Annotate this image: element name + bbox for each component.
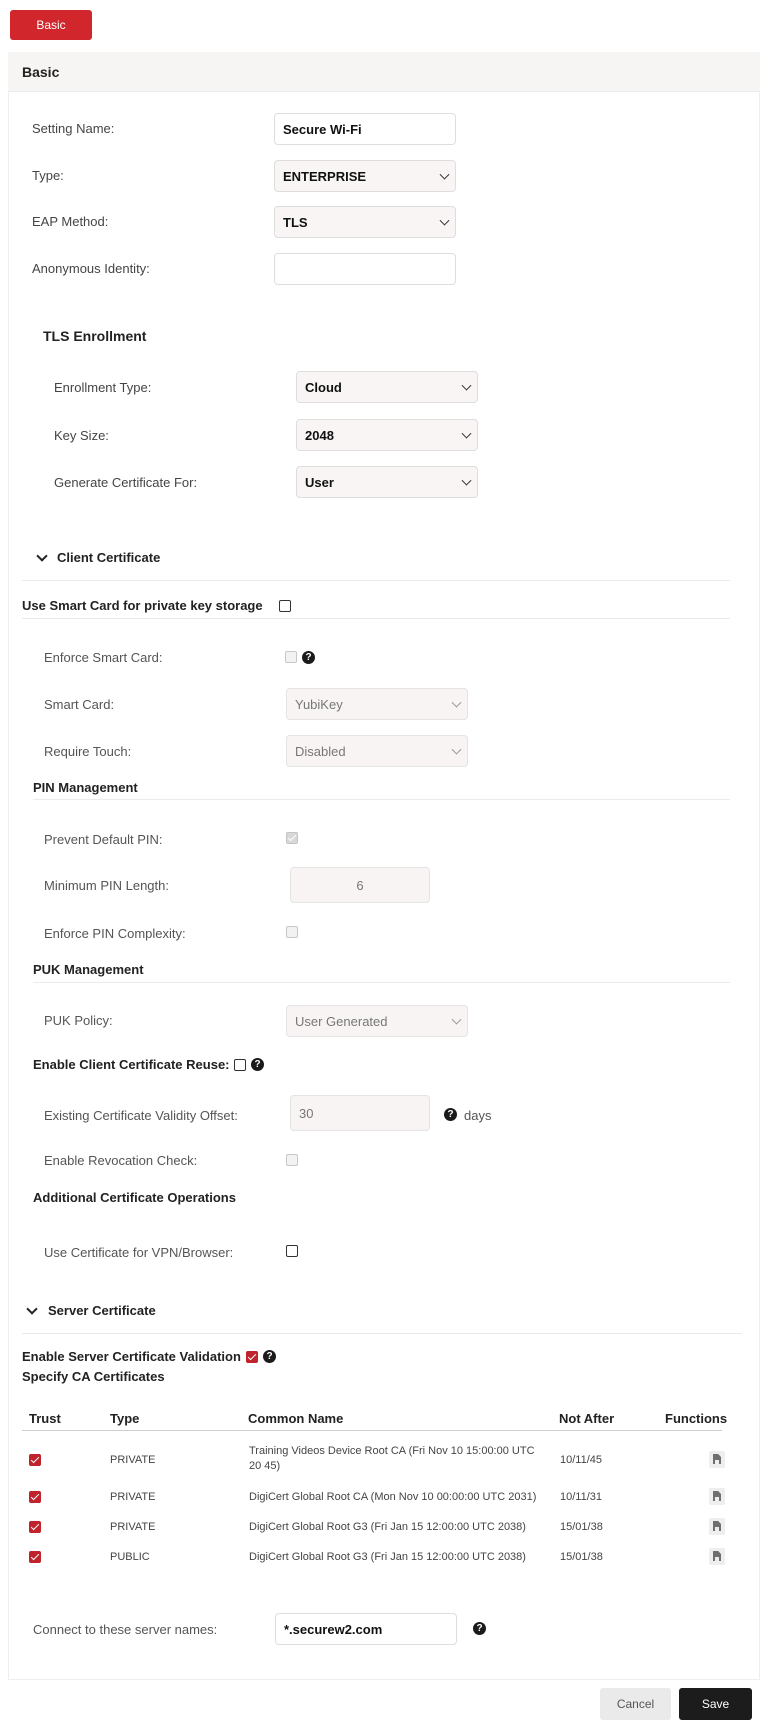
row-not-after: 10/11/31	[560, 1491, 603, 1503]
server-certificate-heading[interactable]: Server Certificate	[48, 1303, 156, 1318]
trust-checkbox[interactable]	[29, 1454, 41, 1466]
type-label: Type:	[32, 168, 64, 183]
tab-basic[interactable]: Basic	[10, 10, 92, 40]
divider	[22, 580, 730, 581]
client-certificate-heading[interactable]: Client Certificate	[57, 550, 161, 565]
save-button[interactable]: Save	[679, 1688, 752, 1720]
anonymous-identity-input[interactable]	[274, 253, 456, 285]
vpn-browser-checkbox[interactable]	[286, 1245, 298, 1257]
additional-ops-heading: Additional Certificate Operations	[33, 1190, 236, 1205]
enforce-smart-card-label: Enforce Smart Card:	[44, 650, 163, 665]
server-names-input[interactable]: *.securew2.com	[275, 1613, 457, 1645]
prevent-default-pin-label: Prevent Default PIN:	[44, 832, 163, 847]
type-select[interactable]: ENTERPRISE	[274, 160, 456, 192]
vpn-browser-label: Use Certificate for VPN/Browser:	[44, 1245, 234, 1260]
trust-checkbox[interactable]	[29, 1491, 41, 1503]
eap-method-select[interactable]: TLS	[274, 206, 456, 238]
generate-for-select[interactable]: User	[296, 466, 478, 498]
row-common-name: Training Videos Device Root CA (Fri Nov 10 15:00:00 UTC 20 45)	[249, 1445, 535, 1472]
smart-card-storage-checkbox[interactable]	[279, 600, 291, 612]
require-touch-label: Require Touch:	[44, 744, 132, 759]
prevent-default-pin-checkbox[interactable]	[286, 832, 298, 844]
server-validation-checkbox[interactable]	[246, 1351, 258, 1363]
setting-name-input[interactable]: Secure Wi-Fi	[274, 113, 456, 145]
enforce-pin-complexity-checkbox[interactable]	[286, 926, 298, 938]
server-validation-label: Enable Server Certificate Validation	[22, 1349, 241, 1364]
chevron-down-icon	[462, 429, 472, 439]
enrollment-type-select[interactable]: Cloud	[296, 371, 478, 403]
chevron-down-icon	[440, 170, 450, 180]
chevron-down-icon	[462, 381, 472, 391]
setting-name-label: Setting Name:	[32, 121, 115, 136]
enforce-pin-complexity-label: Enforce PIN Complexity:	[44, 926, 186, 941]
row-type: PUBLIC	[110, 1551, 150, 1563]
validity-offset-label: Existing Certificate Validity Offset:	[44, 1108, 238, 1123]
row-not-after: 15/01/38	[560, 1551, 603, 1563]
divider	[33, 799, 730, 800]
puk-policy-label: PUK Policy:	[44, 1013, 113, 1028]
divider	[22, 618, 730, 619]
trust-checkbox[interactable]	[29, 1521, 41, 1533]
document-icon[interactable]	[709, 1518, 725, 1535]
revocation-check-checkbox[interactable]	[286, 1154, 298, 1166]
anonymous-identity-label: Anonymous Identity:	[32, 261, 150, 276]
eap-method-label: EAP Method:	[32, 214, 109, 229]
enforce-smart-card-checkbox[interactable]	[285, 651, 297, 663]
require-touch-select[interactable]: Disabled	[286, 735, 468, 767]
table-header-divider	[22, 1430, 722, 1431]
document-icon[interactable]	[709, 1548, 725, 1565]
row-not-after: 15/01/38	[560, 1521, 603, 1533]
help-icon[interactable]: ?	[473, 1622, 486, 1635]
chevron-down-icon	[452, 1015, 462, 1025]
server-names-label: Connect to these server names:	[33, 1622, 218, 1637]
smart-card-storage-label: Use Smart Card for private key storage	[22, 598, 263, 613]
cert-reuse-checkbox[interactable]	[234, 1059, 246, 1071]
chevron-down-icon	[452, 698, 462, 708]
pin-management-heading: PIN Management	[33, 780, 138, 795]
col-trust: Trust	[29, 1411, 61, 1426]
cert-reuse-label: Enable Client Certificate Reuse:	[33, 1057, 230, 1072]
help-icon[interactable]: ?	[444, 1108, 457, 1121]
puk-policy-select[interactable]: User Generated	[286, 1005, 468, 1037]
row-not-after: 10/11/45	[560, 1454, 603, 1466]
help-icon[interactable]: ?	[263, 1350, 276, 1363]
chevron-down-icon	[462, 476, 472, 486]
chevron-down-icon	[452, 745, 462, 755]
validity-offset-input[interactable]: 30	[290, 1095, 430, 1131]
document-icon[interactable]	[709, 1451, 725, 1468]
key-size-label: Key Size:	[54, 428, 109, 443]
generate-for-label: Generate Certificate For:	[54, 475, 198, 490]
chevron-down-icon	[440, 216, 450, 226]
row-type: PRIVATE	[110, 1454, 156, 1466]
row-type: PRIVATE	[110, 1491, 156, 1503]
col-type: Type	[110, 1411, 140, 1426]
puk-management-heading: PUK Management	[33, 962, 144, 977]
divider	[33, 982, 730, 983]
col-functions: Functions	[665, 1411, 728, 1426]
row-common-name: DigiCert Global Root CA (Mon Nov 10 00:00:00 UTC 2031)	[249, 1491, 537, 1503]
basic-panel	[8, 52, 760, 1680]
smart-card-select[interactable]: YubiKey	[286, 688, 468, 720]
smart-card-label: Smart Card:	[44, 697, 115, 712]
specify-ca-heading: Specify CA Certificates	[22, 1369, 165, 1384]
panel-title: Basic	[8, 52, 760, 92]
min-pin-length-input[interactable]: 6	[290, 867, 430, 903]
min-pin-length-label: Minimum PIN Length:	[44, 878, 169, 893]
row-common-name: DigiCert Global Root G3 (Fri Jan 15 12:00:00 UTC 2038)	[249, 1521, 526, 1533]
cancel-button[interactable]: Cancel	[600, 1688, 671, 1720]
tls-enrollment-heading: TLS Enrollment	[43, 328, 147, 344]
help-icon[interactable]: ?	[302, 651, 315, 664]
help-icon[interactable]: ?	[251, 1058, 264, 1071]
col-not-after: Not After	[559, 1411, 615, 1426]
enrollment-type-label: Enrollment Type:	[54, 380, 152, 395]
row-type: PRIVATE	[110, 1521, 156, 1533]
days-unit: days	[464, 1108, 492, 1123]
revocation-check-label: Enable Revocation Check:	[44, 1153, 198, 1168]
col-common-name: Common Name	[248, 1411, 344, 1426]
row-common-name: DigiCert Global Root G3 (Fri Jan 15 12:00:00 UTC 2038)	[249, 1551, 526, 1563]
key-size-select[interactable]: 2048	[296, 419, 478, 451]
trust-checkbox[interactable]	[29, 1551, 41, 1563]
divider	[22, 1333, 742, 1334]
document-icon[interactable]	[709, 1488, 725, 1505]
